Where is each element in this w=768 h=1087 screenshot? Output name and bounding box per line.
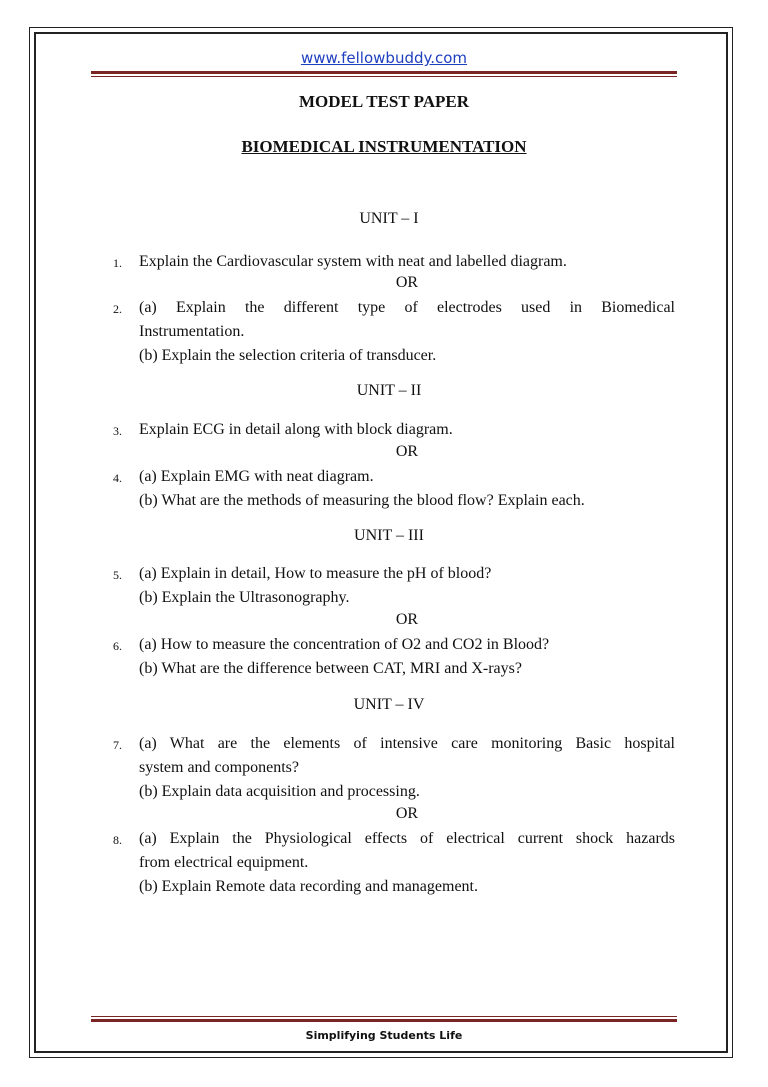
question-number: 8. [113, 833, 122, 847]
paper-title: MODEL TEST PAPER [298, 92, 470, 111]
or-separator: OR [395, 443, 419, 460]
question-6-line-1: (a) How to measure the concentration of O2 and CO2 in Blood? [139, 636, 550, 653]
question-number: 2. [113, 302, 122, 316]
question-7-line-2: system and components? [139, 759, 299, 776]
unit-heading-4: UNIT – IV [353, 696, 425, 713]
question-8-line-2: from electrical equipment. [139, 854, 309, 871]
subject-title: BIOMEDICAL INSTRUMENTATION [241, 137, 527, 156]
site-url-link[interactable]: www.fellowbuddy.com [300, 49, 468, 67]
question-number: 5. [113, 568, 122, 582]
question-4-line-2: (b) What are the methods of measuring the blood flow? Explain each. [139, 492, 585, 509]
question-5-line-1: (a) Explain in detail, How to measure the pH of blood? [139, 565, 492, 582]
header-rule-thin [91, 76, 677, 77]
question-number: 4. [113, 471, 122, 485]
footer-rule-thin [91, 1016, 677, 1017]
or-separator: OR [395, 274, 419, 291]
question-2-line-2: Instrumentation. [139, 323, 245, 340]
question-2-line-3: (b) Explain the selection criteria of transducer. [139, 347, 437, 364]
question-3-text: Explain ECG in detail along with block diagram. [139, 421, 453, 438]
header-rule [91, 71, 677, 74]
question-6-line-2: (b) What are the difference between CAT, MRI and X-rays? [139, 660, 522, 677]
footer-rule [91, 1019, 677, 1022]
question-number: 7. [113, 738, 122, 752]
question-1-text: Explain the Cardiovascular system with neat and labelled diagram. [139, 253, 567, 270]
question-8-line-3: (b) Explain Remote data recording and management. [139, 878, 478, 895]
question-8-line-1: (a) Explain the Physiological effects of electrical current shock hazards [139, 830, 675, 847]
footer-tagline: Simplifying Students Life [305, 1029, 463, 1042]
question-4-line-1: (a) Explain EMG with neat diagram. [139, 468, 374, 485]
question-number: 1. [113, 256, 122, 270]
question-5-line-2: (b) Explain the Ultrasonography. [139, 589, 350, 606]
question-2-line-1: (a) Explain the different type of electrodes used in Biomedical [139, 299, 675, 316]
question-7-line-3: (b) Explain data acquisition and processing. [139, 783, 420, 800]
unit-heading-3: UNIT – III [354, 527, 424, 544]
question-7-line-1: (a) What are the elements of intensive care monitoring Basic hospital [139, 735, 675, 752]
or-separator: OR [395, 611, 419, 628]
unit-heading-1: UNIT – I [359, 210, 419, 227]
unit-heading-2: UNIT – II [356, 382, 422, 399]
question-number: 6. [113, 639, 122, 653]
question-number: 3. [113, 424, 122, 438]
or-separator: OR [395, 805, 419, 822]
